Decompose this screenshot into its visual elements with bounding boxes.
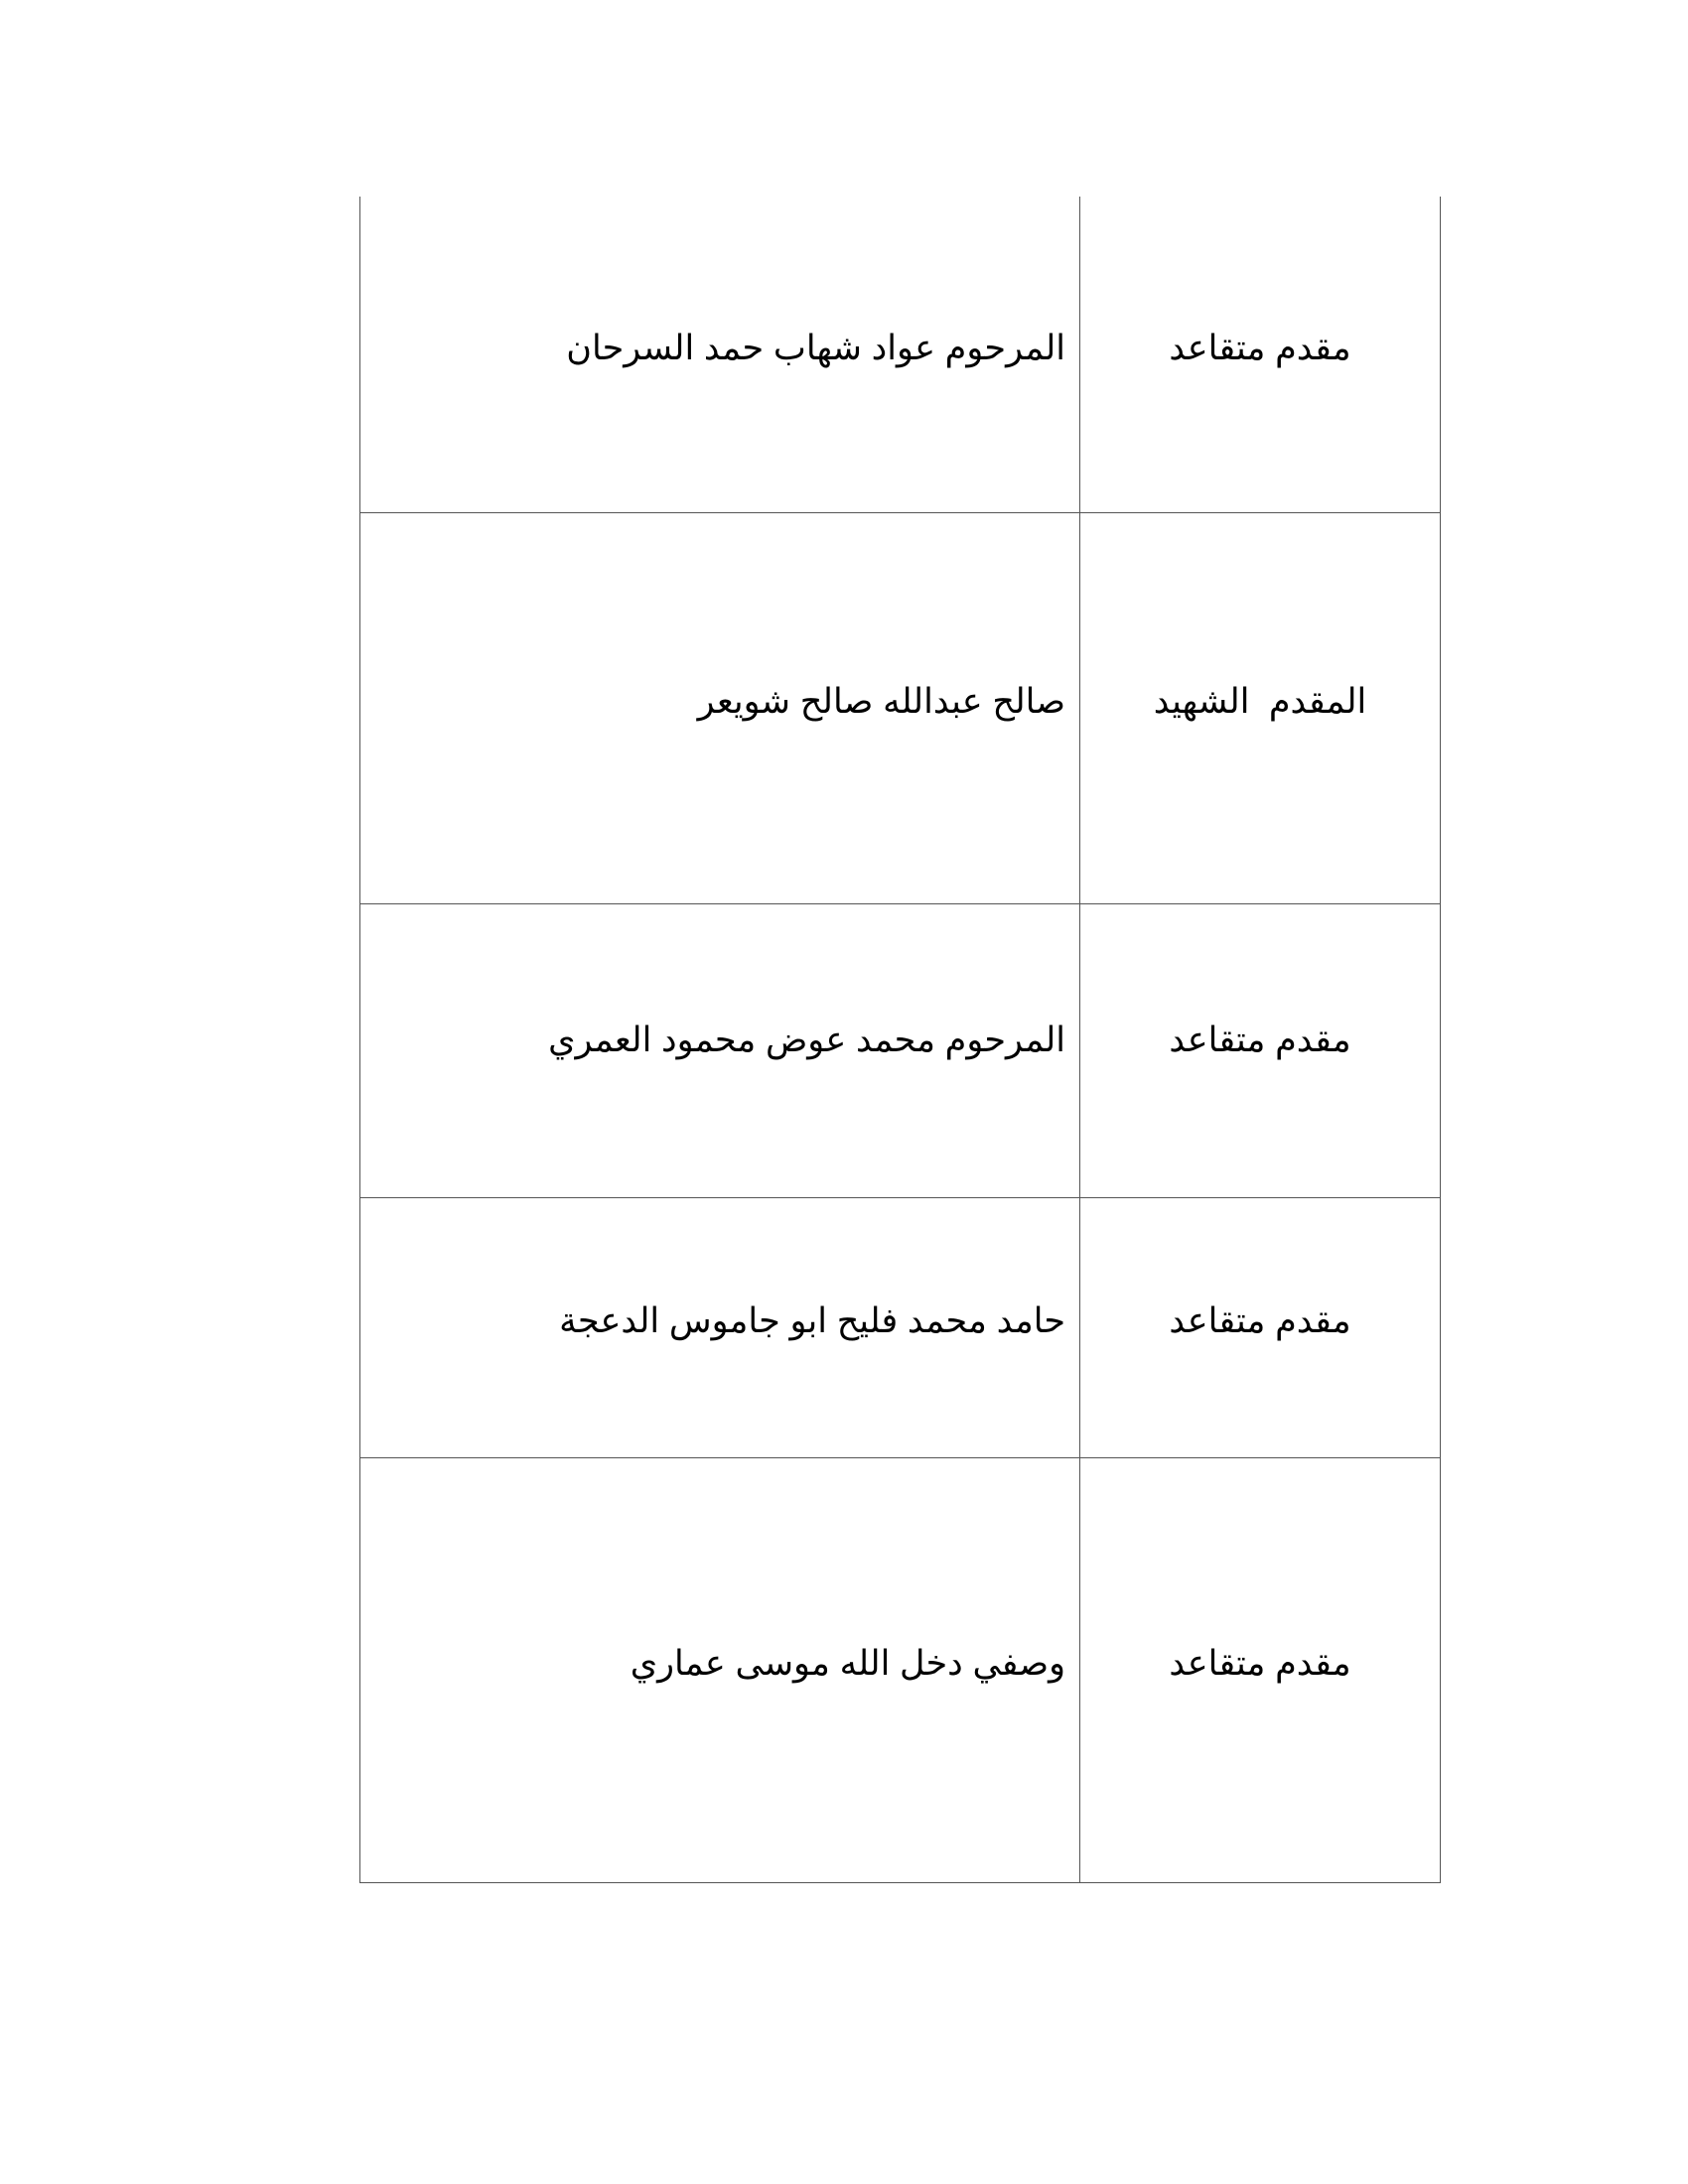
name-text: صالح عبدالله صالح شويعر <box>697 682 1065 721</box>
table-row <box>360 903 1441 1197</box>
rank-text: مقدم متقاعد <box>1169 1644 1351 1683</box>
rank-text: مقدم متقاعد <box>1169 1301 1351 1340</box>
name-text: حامد محمد فليح ابو جاموس الدعجة <box>559 1301 1065 1340</box>
name-cell <box>360 1197 1080 1457</box>
rank-cell <box>1080 512 1441 903</box>
name-text: المرحوم عواد شهاب حمد السرحان <box>566 328 1065 367</box>
rank-cell <box>1080 903 1441 1197</box>
table-row <box>360 197 1441 512</box>
name-cell <box>360 197 1080 512</box>
rank-text: المقدم الشهيد <box>1153 682 1367 721</box>
rank-text: مقدم متقاعد <box>1169 1021 1351 1059</box>
rank-cell <box>1080 197 1441 512</box>
name-cell <box>360 903 1080 1197</box>
table-row <box>360 512 1441 903</box>
table-row <box>360 1457 1441 1882</box>
table-row <box>360 1197 1441 1457</box>
ranks-table <box>359 197 1441 1883</box>
name-cell <box>360 512 1080 903</box>
name-text: وصفي دخل الله موسى عماري <box>630 1644 1065 1683</box>
name-text: المرحوم محمد عوض محمود العمري <box>548 1021 1065 1059</box>
rank-cell <box>1080 1197 1441 1457</box>
rank-text: مقدم متقاعد <box>1169 328 1351 367</box>
rank-cell <box>1080 1457 1441 1882</box>
name-cell <box>360 1457 1080 1882</box>
